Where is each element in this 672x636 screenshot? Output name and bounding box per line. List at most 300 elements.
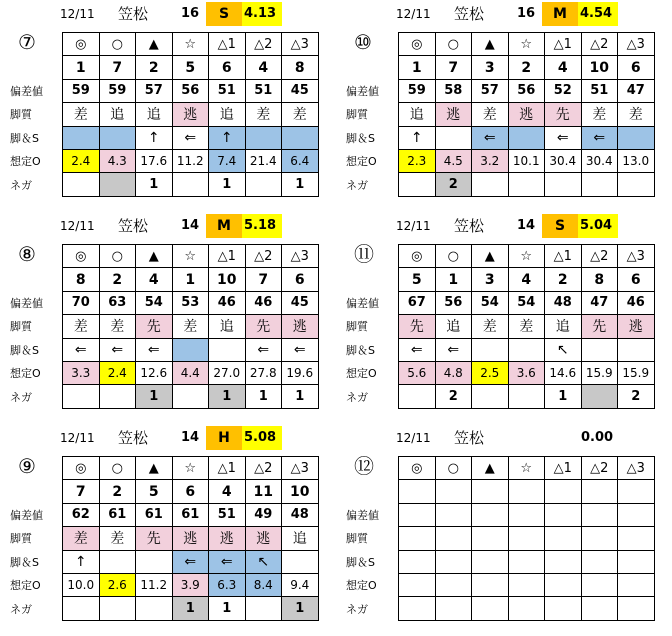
style-arrow-cell: ⇐ bbox=[136, 338, 173, 361]
running-style-cell: 逃 bbox=[435, 103, 472, 126]
odds-cell bbox=[435, 573, 472, 596]
negative-cell: 2 bbox=[435, 173, 472, 196]
symbol-cell: △2 bbox=[245, 245, 282, 268]
grid-row bbox=[399, 503, 655, 526]
horse-number-cell bbox=[508, 480, 545, 503]
odds-cell: 3.9 bbox=[172, 573, 209, 596]
running-style-cell: 追 bbox=[435, 315, 472, 338]
row-label: 想定O bbox=[346, 155, 377, 169]
grid-row bbox=[63, 33, 319, 56]
symbol-cell: ○ bbox=[435, 457, 472, 480]
running-style-cell bbox=[472, 527, 509, 550]
venue-name: 笠松 bbox=[454, 5, 485, 23]
grid-row bbox=[63, 550, 319, 573]
symbol-cell: △1 bbox=[545, 457, 582, 480]
symbol-cell: △1 bbox=[545, 33, 582, 56]
venue-name: 笠松 bbox=[118, 5, 149, 23]
negative-cell bbox=[581, 173, 618, 196]
deviation-cell: 62 bbox=[63, 503, 100, 526]
row-label: 想定O bbox=[346, 579, 377, 593]
negative-cell bbox=[99, 597, 136, 620]
deviation-cell: 46 bbox=[618, 291, 655, 314]
symbol-cell: △3 bbox=[282, 457, 319, 480]
style-arrow-cell: ↑ bbox=[63, 550, 100, 573]
grid-row bbox=[63, 315, 319, 338]
grid-row bbox=[399, 291, 655, 314]
deviation-cell: 61 bbox=[172, 503, 209, 526]
deviation-cell: 51 bbox=[245, 79, 282, 102]
row-label: 脚質 bbox=[10, 108, 32, 122]
row-labels bbox=[346, 80, 398, 197]
odds-cell: 6.3 bbox=[209, 573, 246, 596]
deviation-cell: 48 bbox=[545, 291, 582, 314]
horse-number-cell: 6 bbox=[172, 480, 209, 503]
symbol-cell: △2 bbox=[245, 33, 282, 56]
horse-number-cell: 1 bbox=[63, 56, 100, 79]
negative-cell bbox=[618, 597, 655, 620]
grid-row bbox=[399, 550, 655, 573]
prediction-grid bbox=[398, 32, 655, 197]
odds-cell: 2.5 bbox=[472, 361, 509, 384]
running-style-cell: 差 bbox=[245, 103, 282, 126]
row-labels bbox=[346, 292, 398, 409]
running-style-cell bbox=[435, 527, 472, 550]
prediction-grid bbox=[398, 244, 655, 409]
odds-cell: 19.6 bbox=[282, 361, 319, 384]
odds-cell: 10.0 bbox=[63, 573, 100, 596]
race-number: ⑦ bbox=[18, 30, 36, 54]
horse-number-cell: 5 bbox=[399, 268, 436, 291]
style-arrow-cell: ⇐ bbox=[282, 338, 319, 361]
symbol-cell: △2 bbox=[245, 457, 282, 480]
horse-number-cell: 2 bbox=[508, 56, 545, 79]
horse-number-cell bbox=[618, 480, 655, 503]
negative-cell: 1 bbox=[136, 385, 173, 408]
style-arrow-cell bbox=[581, 550, 618, 573]
odds-cell bbox=[399, 573, 436, 596]
odds-cell: 2.4 bbox=[99, 361, 136, 384]
runner-count: 16 bbox=[517, 6, 536, 21]
row-label: 脚＆S bbox=[346, 343, 375, 357]
race-score: 5.08 bbox=[242, 426, 282, 450]
grid-row bbox=[63, 173, 319, 196]
negative-cell bbox=[472, 173, 509, 196]
deviation-cell: 51 bbox=[581, 79, 618, 102]
horse-number-cell: 8 bbox=[63, 268, 100, 291]
row-label: ネガ bbox=[10, 602, 32, 616]
symbol-cell: ▲ bbox=[472, 245, 509, 268]
horse-number-cell bbox=[545, 480, 582, 503]
horse-number-cell: 3 bbox=[472, 56, 509, 79]
deviation-cell: 70 bbox=[63, 291, 100, 314]
style-arrow-cell bbox=[63, 126, 100, 149]
odds-cell: 4.4 bbox=[172, 361, 209, 384]
symbol-cell: ◎ bbox=[399, 33, 436, 56]
grid-row bbox=[63, 103, 319, 126]
horse-number-cell: 10 bbox=[581, 56, 618, 79]
grid-row bbox=[63, 79, 319, 102]
deviation-cell: 59 bbox=[63, 79, 100, 102]
style-arrow-cell bbox=[99, 126, 136, 149]
running-style-cell: 追 bbox=[209, 315, 246, 338]
running-style-cell bbox=[545, 527, 582, 550]
pace-type: M bbox=[206, 214, 242, 238]
deviation-cell bbox=[581, 503, 618, 526]
style-arrow-cell bbox=[136, 550, 173, 573]
row-label: 想定O bbox=[346, 367, 377, 381]
negative-cell bbox=[545, 597, 582, 620]
style-arrow-cell bbox=[172, 338, 209, 361]
running-style-cell: 逃 bbox=[245, 527, 282, 550]
symbol-cell: ☆ bbox=[508, 33, 545, 56]
odds-cell bbox=[508, 573, 545, 596]
running-style-cell: 差 bbox=[99, 527, 136, 550]
style-arrow-cell: ⇐ bbox=[99, 338, 136, 361]
race-date: 12/11 bbox=[396, 431, 431, 445]
horse-number-cell bbox=[435, 480, 472, 503]
runner-count: 16 bbox=[181, 6, 200, 21]
race-date: 12/11 bbox=[60, 219, 95, 233]
running-style-cell: 追 bbox=[399, 103, 436, 126]
horse-number-cell: 6 bbox=[618, 268, 655, 291]
running-style-cell: 先 bbox=[545, 103, 582, 126]
grid-row bbox=[399, 79, 655, 102]
race-number: ⑩ bbox=[354, 30, 372, 54]
running-style-cell: 逃 bbox=[282, 315, 319, 338]
deviation-cell: 53 bbox=[172, 291, 209, 314]
style-arrow-cell bbox=[618, 550, 655, 573]
horse-number-cell: 4 bbox=[209, 480, 246, 503]
style-arrow-cell bbox=[435, 126, 472, 149]
row-label: ネガ bbox=[346, 602, 368, 616]
style-arrow-cell: ⇐ bbox=[472, 126, 509, 149]
horse-number-cell: 5 bbox=[172, 56, 209, 79]
style-arrow-cell bbox=[99, 550, 136, 573]
grid-row bbox=[399, 245, 655, 268]
odds-cell: 21.4 bbox=[245, 149, 282, 172]
horse-number-cell: 1 bbox=[435, 268, 472, 291]
symbol-cell: △3 bbox=[618, 33, 655, 56]
running-style-cell: 差 bbox=[63, 527, 100, 550]
deviation-cell: 45 bbox=[282, 79, 319, 102]
race-score: 5.04 bbox=[578, 214, 618, 238]
odds-cell: 5.6 bbox=[399, 361, 436, 384]
odds-cell: 9.4 bbox=[282, 573, 319, 596]
style-arrow-cell: ↑ bbox=[209, 126, 246, 149]
odds-cell: 3.2 bbox=[472, 149, 509, 172]
negative-cell bbox=[435, 597, 472, 620]
deviation-cell: 46 bbox=[245, 291, 282, 314]
negative-cell: 1 bbox=[172, 597, 209, 620]
race-date: 12/11 bbox=[60, 7, 95, 21]
row-labels bbox=[346, 504, 398, 621]
symbol-cell: ▲ bbox=[472, 33, 509, 56]
style-arrow-cell bbox=[209, 338, 246, 361]
odds-cell: 15.9 bbox=[581, 361, 618, 384]
grid-row bbox=[399, 268, 655, 291]
row-label: 想定O bbox=[10, 367, 41, 381]
race-score: 5.18 bbox=[242, 214, 282, 238]
symbol-cell: △3 bbox=[618, 245, 655, 268]
race-score: 4.13 bbox=[242, 2, 282, 26]
symbol-cell: ◎ bbox=[63, 33, 100, 56]
negative-cell bbox=[472, 597, 509, 620]
symbol-cell: △1 bbox=[209, 457, 246, 480]
odds-cell: 17.6 bbox=[136, 149, 173, 172]
running-style-cell: 先 bbox=[581, 315, 618, 338]
symbol-cell: ○ bbox=[99, 33, 136, 56]
running-style-cell: 逃 bbox=[508, 103, 545, 126]
grid-row bbox=[63, 268, 319, 291]
odds-cell: 2.4 bbox=[63, 149, 100, 172]
horse-number-cell: 11 bbox=[245, 480, 282, 503]
style-arrow-cell bbox=[472, 550, 509, 573]
running-style-cell: 追 bbox=[99, 103, 136, 126]
running-style-cell bbox=[508, 527, 545, 550]
symbol-cell: ▲ bbox=[136, 245, 173, 268]
symbol-cell: ☆ bbox=[508, 245, 545, 268]
row-label: ネガ bbox=[10, 178, 32, 192]
odds-cell: 4.3 bbox=[99, 149, 136, 172]
horse-number-cell: 4 bbox=[136, 268, 173, 291]
horse-number-cell: 5 bbox=[136, 480, 173, 503]
style-arrow-cell: ↖ bbox=[545, 338, 582, 361]
running-style-cell: 逃 bbox=[172, 527, 209, 550]
deviation-cell: 49 bbox=[245, 503, 282, 526]
negative-cell bbox=[99, 173, 136, 196]
race-date: 12/11 bbox=[60, 431, 95, 445]
grid-row bbox=[399, 315, 655, 338]
negative-cell: 1 bbox=[282, 597, 319, 620]
negative-cell: 2 bbox=[618, 385, 655, 408]
row-label: 偏差値 bbox=[10, 509, 43, 522]
style-arrow-cell bbox=[435, 550, 472, 573]
horse-number-cell: 1 bbox=[172, 268, 209, 291]
running-style-cell: 先 bbox=[245, 315, 282, 338]
deviation-cell bbox=[435, 503, 472, 526]
odds-cell: 15.9 bbox=[618, 361, 655, 384]
symbol-cell: ○ bbox=[99, 245, 136, 268]
running-style-cell: 追 bbox=[282, 527, 319, 550]
symbol-cell: ○ bbox=[99, 457, 136, 480]
prediction-grid bbox=[62, 244, 319, 409]
grid-row bbox=[399, 103, 655, 126]
negative-cell: 1 bbox=[209, 597, 246, 620]
odds-cell: 13.0 bbox=[618, 149, 655, 172]
race-date: 12/11 bbox=[396, 7, 431, 21]
symbol-cell: ◎ bbox=[399, 245, 436, 268]
symbol-cell: ◎ bbox=[399, 457, 436, 480]
horse-number-cell: 4 bbox=[508, 268, 545, 291]
grid-row bbox=[63, 338, 319, 361]
negative-cell: 1 bbox=[245, 385, 282, 408]
race-score: 0.00 bbox=[581, 430, 614, 445]
negative-cell bbox=[508, 597, 545, 620]
row-labels bbox=[10, 504, 62, 621]
symbol-cell: ◎ bbox=[63, 245, 100, 268]
running-style-cell: 先 bbox=[136, 315, 173, 338]
negative-cell bbox=[399, 385, 436, 408]
horse-number-cell: 6 bbox=[282, 268, 319, 291]
race-panel bbox=[336, 0, 672, 210]
odds-cell: 14.6 bbox=[545, 361, 582, 384]
row-label: ネガ bbox=[346, 178, 368, 192]
deviation-cell: 58 bbox=[435, 79, 472, 102]
venue-name: 笠松 bbox=[454, 429, 485, 447]
grid-row bbox=[399, 385, 655, 408]
grid-row bbox=[399, 597, 655, 620]
grid-row bbox=[399, 338, 655, 361]
row-label: 脚＆S bbox=[10, 555, 39, 569]
horse-number-cell: 2 bbox=[99, 268, 136, 291]
venue-name: 笠松 bbox=[118, 217, 149, 235]
symbol-cell: ☆ bbox=[172, 33, 209, 56]
race-panel bbox=[0, 0, 336, 210]
row-label: 脚質 bbox=[10, 532, 32, 546]
row-label: 脚質 bbox=[10, 320, 32, 334]
running-style-cell bbox=[618, 527, 655, 550]
style-arrow-cell: ⇐ bbox=[545, 126, 582, 149]
running-style-cell: 差 bbox=[172, 315, 209, 338]
odds-cell bbox=[545, 573, 582, 596]
deviation-cell: 47 bbox=[618, 79, 655, 102]
symbol-cell: ▲ bbox=[472, 457, 509, 480]
style-arrow-cell bbox=[282, 550, 319, 573]
negative-cell bbox=[245, 597, 282, 620]
horse-number-cell bbox=[581, 480, 618, 503]
odds-cell: 11.2 bbox=[172, 149, 209, 172]
grid-row bbox=[399, 527, 655, 550]
running-style-cell: 追 bbox=[136, 103, 173, 126]
race-panel bbox=[0, 212, 336, 422]
negative-cell bbox=[172, 385, 209, 408]
grid-row bbox=[399, 33, 655, 56]
deviation-cell: 56 bbox=[435, 291, 472, 314]
grid-row bbox=[63, 597, 319, 620]
deviation-cell: 61 bbox=[136, 503, 173, 526]
pace-type: H bbox=[206, 426, 242, 450]
running-style-cell: 差 bbox=[99, 315, 136, 338]
runner-count: 14 bbox=[517, 218, 536, 233]
deviation-cell bbox=[545, 503, 582, 526]
style-arrow-cell bbox=[399, 550, 436, 573]
row-label: 想定O bbox=[10, 155, 41, 169]
style-arrow-cell: ⇐ bbox=[435, 338, 472, 361]
grid-row bbox=[399, 573, 655, 596]
negative-cell: 1 bbox=[282, 385, 319, 408]
horse-number-cell: 3 bbox=[472, 268, 509, 291]
style-arrow-cell bbox=[545, 550, 582, 573]
deviation-cell: 52 bbox=[545, 79, 582, 102]
symbol-cell: △2 bbox=[581, 33, 618, 56]
negative-cell bbox=[63, 597, 100, 620]
deviation-cell bbox=[399, 503, 436, 526]
grid-row bbox=[399, 149, 655, 172]
negative-cell bbox=[472, 385, 509, 408]
negative-cell bbox=[245, 173, 282, 196]
horse-number-cell: 7 bbox=[245, 268, 282, 291]
row-label: 想定O bbox=[10, 579, 41, 593]
row-label: 脚質 bbox=[346, 108, 368, 122]
running-style-cell: 逃 bbox=[172, 103, 209, 126]
deviation-cell: 59 bbox=[99, 79, 136, 102]
venue-name: 笠松 bbox=[118, 429, 149, 447]
odds-cell: 7.4 bbox=[209, 149, 246, 172]
symbol-cell: △1 bbox=[545, 245, 582, 268]
negative-cell bbox=[99, 385, 136, 408]
row-label: 偏差値 bbox=[346, 85, 379, 98]
horse-number-cell: 7 bbox=[63, 480, 100, 503]
grid-row bbox=[399, 173, 655, 196]
horse-number-cell: 2 bbox=[99, 480, 136, 503]
row-label: 脚＆S bbox=[346, 555, 375, 569]
grid-row bbox=[63, 56, 319, 79]
grid-row bbox=[63, 527, 319, 550]
deviation-cell: 54 bbox=[472, 291, 509, 314]
running-style-cell: 差 bbox=[472, 103, 509, 126]
odds-cell: 6.4 bbox=[282, 149, 319, 172]
grid-row bbox=[63, 457, 319, 480]
grid-row bbox=[63, 291, 319, 314]
row-label: ネガ bbox=[346, 390, 368, 404]
grid-row bbox=[63, 126, 319, 149]
grid-row bbox=[63, 503, 319, 526]
deviation-cell: 51 bbox=[209, 79, 246, 102]
negative-cell bbox=[63, 173, 100, 196]
symbol-cell: △3 bbox=[282, 245, 319, 268]
deviation-cell: 61 bbox=[99, 503, 136, 526]
grid-row bbox=[63, 149, 319, 172]
horse-number-cell: 4 bbox=[545, 56, 582, 79]
style-arrow-cell bbox=[508, 550, 545, 573]
style-arrow-cell: ⇐ bbox=[172, 126, 209, 149]
race-panel bbox=[336, 424, 672, 634]
deviation-cell: 47 bbox=[581, 291, 618, 314]
running-style-cell: 差 bbox=[282, 103, 319, 126]
odds-cell: 11.2 bbox=[136, 573, 173, 596]
negative-cell: 1 bbox=[545, 385, 582, 408]
negative-cell bbox=[136, 597, 173, 620]
deviation-cell: 59 bbox=[399, 79, 436, 102]
running-style-cell bbox=[581, 527, 618, 550]
symbol-cell: ○ bbox=[435, 245, 472, 268]
running-style-cell: 差 bbox=[508, 315, 545, 338]
horse-number-cell: 6 bbox=[618, 56, 655, 79]
deviation-cell: 63 bbox=[99, 291, 136, 314]
row-label: ネガ bbox=[10, 390, 32, 404]
negative-cell: 1 bbox=[209, 385, 246, 408]
running-style-cell: 差 bbox=[63, 103, 100, 126]
odds-cell bbox=[472, 573, 509, 596]
running-style-cell bbox=[399, 527, 436, 550]
running-style-cell: 差 bbox=[618, 103, 655, 126]
style-arrow-cell bbox=[618, 126, 655, 149]
running-style-cell: 逃 bbox=[209, 527, 246, 550]
race-number: ⑪ bbox=[354, 242, 374, 266]
deviation-cell: 54 bbox=[136, 291, 173, 314]
odds-cell: 3.3 bbox=[63, 361, 100, 384]
running-style-cell: 追 bbox=[545, 315, 582, 338]
horse-number-cell: 2 bbox=[545, 268, 582, 291]
odds-cell bbox=[581, 573, 618, 596]
odds-cell: 8.4 bbox=[245, 573, 282, 596]
symbol-cell: △3 bbox=[282, 33, 319, 56]
pace-type: S bbox=[206, 2, 242, 26]
deviation-cell: 45 bbox=[282, 291, 319, 314]
row-label: 偏差値 bbox=[346, 509, 379, 522]
style-arrow-cell: ⇐ bbox=[245, 338, 282, 361]
horse-number-cell: 2 bbox=[136, 56, 173, 79]
